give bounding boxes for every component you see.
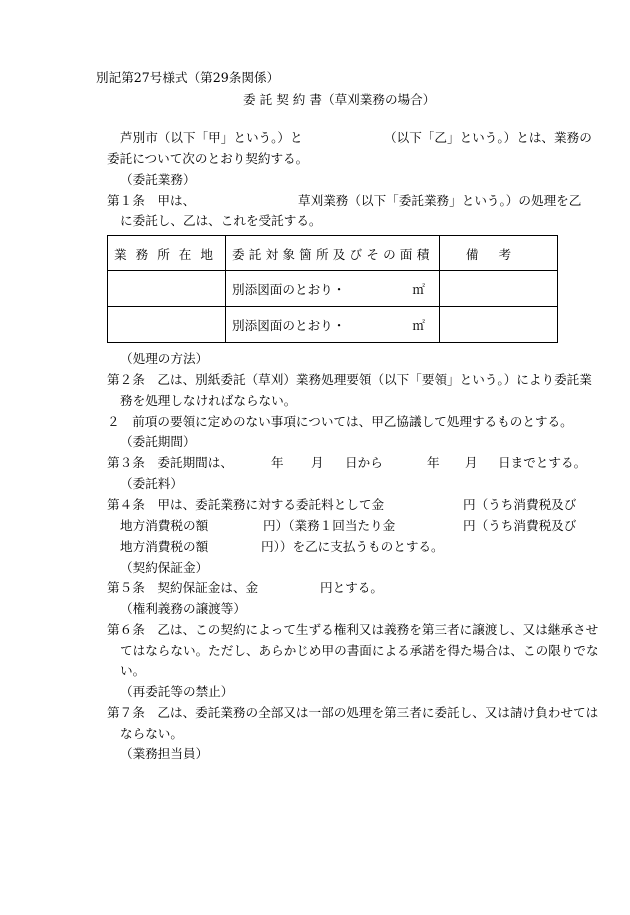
document-title: 委 託 契 約 書（草刈業務の場合） [243,92,436,107]
article-3-month-from: 月 [311,455,324,470]
row-1-area [226,271,440,307]
article-2-para2: ２ 前項の要領に定めのない事項については、甲乙協議して処理するものとする。 [107,414,573,429]
article-6-line2: てはならない。ただし、あらかじめ甲の書面による承諾を得た場合は、この限りでな [120,643,599,658]
header-remarks [440,236,558,271]
preamble-party-b: （以下「乙」という。）とは、業務の [384,130,592,145]
row-1-area-text: 別添図面のとおり・ [232,282,346,297]
form-number: 別記第27号様式（第29条関係） [96,70,280,85]
article-6-line3: い。 [120,663,146,678]
article-1-head: 第１条 甲は、 [107,193,196,208]
article-3-year-from: 年 [271,455,284,470]
article-8-caption: （業務担当員） [120,746,209,761]
article-4-line1a: 第４条 甲は、委託業務に対する委託料として金 [107,497,385,512]
article-4-line1b: 円（うち消費税及び [463,497,577,512]
article-4-line3a: 地方消費税の額 [120,539,209,554]
preamble-party-a: 芦別市（以下「甲」という。）と [120,130,303,145]
header-location-text: 業務所在地 [114,246,222,262]
article-2-line1: 第２条 乙は、別紙委託（草刈）業務処理要領（以下「要領」という。）により委託業 [107,372,592,387]
row-1-location [108,271,226,307]
article-1-caption: （委託業務） [120,172,196,187]
article-5-line-b: 円とする。 [320,580,383,595]
work-location-table [107,235,558,343]
row-2-location [108,307,226,343]
header-remarks-text: 備考 [465,246,532,262]
article-4-line2c: 円（うち消費税及び [463,518,577,533]
article-2-caption: （処理の方法） [120,351,209,366]
header-location [108,236,226,271]
article-3-year-to: 年 [427,455,440,470]
article-7-caption: （再委託等の禁止） [120,684,234,699]
article-4-line3b: 円））を乙に支払うものとする。 [261,539,444,554]
article-5-line-a: 第５条 契約保証金は、金 [107,580,259,595]
article-3-caption: （委託期間） [120,434,196,449]
article-5-caption: （契約保証金） [120,560,209,575]
header-area-text: 委託対象箇所及びその面積 [232,246,434,262]
article-7-line2: ならない。 [120,726,183,741]
article-4-line2a: 地方消費税の額 [120,518,209,533]
article-7-line1: 第７条 乙は、委託業務の全部又は一部の処理を第三者に委託し、又は請け負わせては [107,705,599,720]
article-3-month-to: 月 [465,455,478,470]
table-row [108,307,558,343]
article-4-caption: （委託料） [120,476,183,491]
article-3-day-from: 日から [345,455,383,470]
article-3-day-to: 日までとする。 [498,455,587,470]
article-3-head: 第３条 委託期間は、 [107,455,233,470]
row-2-unit: ㎡ [412,318,425,333]
article-1-cont: に委託し、乙は、これを受託する。 [120,213,322,228]
row-2-area [226,307,440,343]
article-4-line2b: 円）（業務１回当たり金 [263,518,396,533]
article-6-caption: （権利義務の譲渡等） [120,601,246,616]
article-6-line1: 第６条 乙は、この契約によって生ずる権利又は義務を第三者に譲渡し、又は継承させ [107,622,599,637]
row-1-unit: ㎡ [412,282,425,297]
preamble-line2: 委託について次のとおり契約する。 [107,151,309,166]
article-1-body: 草刈業務（以下「委託業務」という。）の処理を乙 [298,193,582,208]
row-2-area-text: 別添図面のとおり・ [232,318,346,333]
article-2-line2: 務を処理しなければならない。 [120,393,297,408]
row-2-remarks [440,307,558,343]
header-area [226,236,440,271]
table-row [108,271,558,307]
row-1-remarks [440,271,558,307]
